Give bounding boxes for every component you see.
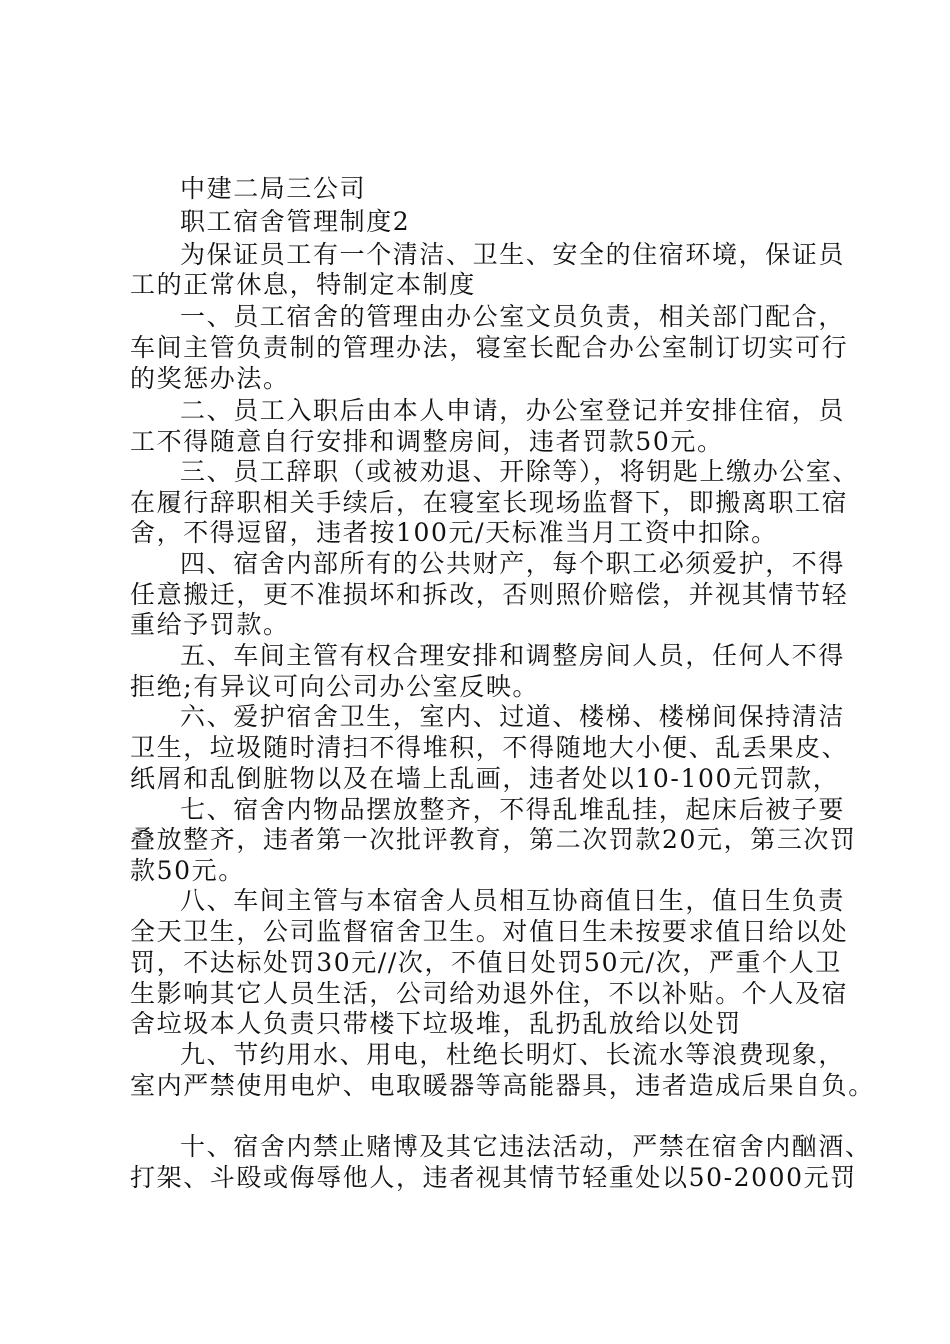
intro-line-1: 为保证员工有一个清洁、卫生、安全的住宿环境，保证员 — [180, 240, 846, 269]
clause-10-line-1: 十、宿舍内禁止赌博及其它违法活动，严禁在宿舍内酗酒、 — [180, 1132, 872, 1161]
clause-9-line-2: 室内严禁使用电炉、电取暖器等高能器具，违者造成后果自负。 — [130, 1071, 875, 1100]
clause-3-line-3: 舍，不得逗留，违者按100元/天标准当月工资中扣除。 — [130, 518, 778, 547]
clause-6-line-2: 卫生，垃圾随时清扫不得堆积，不得随地大小便、乱丢果皮、 — [130, 733, 849, 762]
clause-5-line-1: 五、车间主管有权合理安排和调整房间人员，任何人不得 — [180, 641, 846, 670]
clause-6-line-1: 六、爱护宿舍卫生，室内、过道、楼梯、楼梯间保持清洁 — [180, 702, 846, 731]
clause-4-line-3: 重给予罚款。 — [130, 610, 290, 639]
document-title: 职工宿舍管理制度2 — [180, 207, 411, 236]
clause-5-line-2: 拒绝;有异议可向公司办公室反映。 — [130, 672, 540, 701]
intro-line-2: 工的正常休息，特制定本制度 — [130, 270, 476, 299]
clause-8-line-5: 舍垃圾本人负责只带楼下垃圾堆，乱扔乱放给以处罚 — [130, 1009, 742, 1038]
clause-4-line-1: 四、宿舍内部所有的公共财产，每个职工必须爱护，不得 — [180, 549, 846, 578]
clause-2-line-1: 二、员工入职后由本人申请，办公室登记并安排住宿，员 — [180, 396, 846, 425]
clause-6-line-3: 纸屑和乱倒脏物以及在墙上乱画，违者处以10-100元罚款， — [130, 764, 840, 793]
clause-7-line-3: 款50元。 — [130, 856, 245, 885]
clause-7-line-2: 叠放整齐，违者第一次批评教育，第二次罚款20元，第三次罚 — [130, 825, 857, 854]
clause-1-line-1: 一、员工宿舍的管理由办公室文员负责，相关部门配合， — [180, 302, 846, 331]
clause-3-line-2: 在履行辞职相关手续后，在寝室长现场监督下，即搬离职工宿 — [130, 488, 849, 517]
clause-8-line-1: 八、车间主管与本宿舍人员相互协商值日生，值日生负责 — [180, 886, 846, 915]
clause-10-line-2: 打架、斗殴或侮辱他人，违者视其情节轻重处以50-2000元罚 — [130, 1163, 857, 1192]
clause-9-line-1: 九、节约用水、用电，杜绝长明灯、长流水等浪费现象， — [180, 1040, 846, 1069]
clause-8-line-2: 全天卫生，公司监督宿舍卫生。对值日生未按要求值日给以处 — [130, 917, 849, 946]
clause-8-line-4: 生影响其它人员生活，公司给劝退外住，不以补贴。个人及宿 — [130, 979, 849, 1008]
company-name: 中建二局三公司 — [180, 174, 367, 203]
clause-7-line-1: 七、宿舍内物品摆放整齐，不得乱堆乱挂，起床后被子要 — [180, 795, 846, 824]
clause-2-line-2: 工不得随意自行安排和调整房间，违者罚款50元。 — [130, 427, 724, 456]
clause-8-line-3: 罚，不达标处罚30元//次，不值日处罚50元/次，严重个人卫 — [130, 948, 842, 977]
clause-3-line-1: 三、员工辞职（或被劝退、开除等），将钥匙上缴办公室、 — [180, 457, 860, 486]
clause-4-line-2: 任意搬迁，更不准损坏和拆改，否则照价赔偿，并视其情节轻 — [130, 580, 849, 609]
clause-1-line-3: 的奖惩办法。 — [130, 364, 290, 393]
clause-1-line-2: 车间主管负责制的管理办法，寝室长配合办公室制订切实可行 — [130, 333, 849, 362]
